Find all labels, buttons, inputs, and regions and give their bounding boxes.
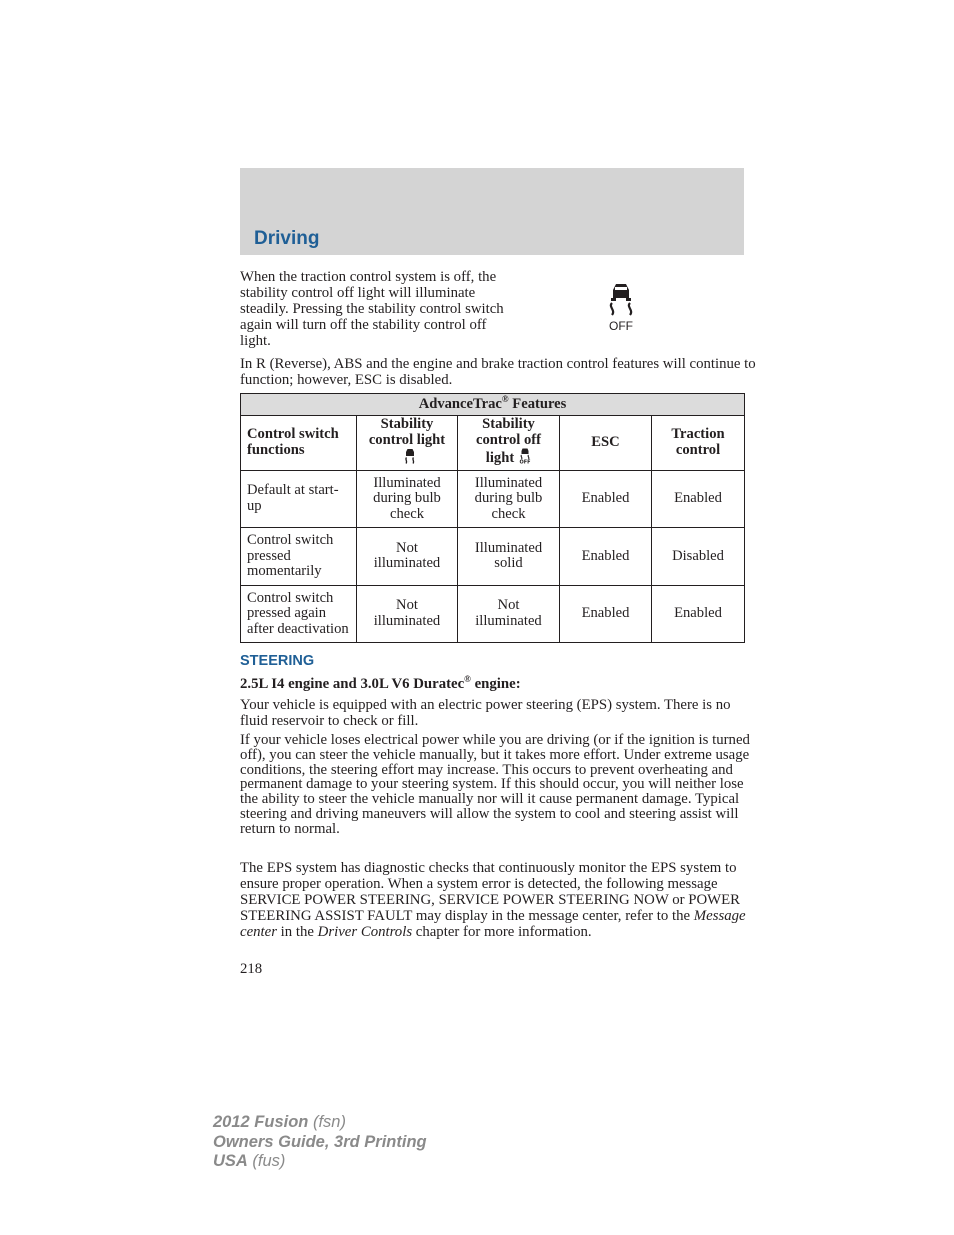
table-row [241, 470, 745, 528]
eps-paragraph-1: Your vehicle is equipped with an electric power steering (EPS) system. There is no fluid reservoir to check or fill. [240, 697, 731, 729]
driver-controls-reference: Driver Controls [317, 924, 413, 940]
table-row [241, 528, 745, 586]
row-stability-off-light: Illuminated during bulb check [458, 470, 560, 528]
row-traction: Enabled [652, 470, 745, 528]
row-stability-off-light: Illuminated solid [458, 528, 560, 586]
row-traction: Disabled [652, 528, 745, 586]
row-esc: Enabled [560, 470, 652, 528]
section-header-band [240, 168, 744, 255]
header-stability-control-off-light: Stability control off light OFF [458, 416, 560, 471]
table-title: AdvanceTrac® Features [241, 394, 745, 416]
reverse-paragraph: In R (Reverse), ABS and the engine and brake traction control features will continue to function; however, ESC is disabled. [240, 356, 756, 388]
row-stability-light: Not illuminated [357, 585, 458, 643]
advancetrac-features-table [240, 393, 745, 643]
stability-control-off-icon [604, 281, 638, 335]
header-control-switch-functions: Control switch functions [241, 416, 357, 471]
header-esc: ESC [560, 416, 652, 471]
document-footer: 2012 Fusion (fsn) Owners Guide, 3rd Printing USA (fus) [213, 1113, 427, 1170]
table-header-row [241, 416, 745, 471]
row-stability-light: Illuminated during bulb check [357, 470, 458, 528]
eps-paragraph-3: The EPS system has diagnostic checks that continuously monitor the EPS system to ensure proper operation. When a system error is detected, the following message SERVICE POWER STEERING, SERVICE POWER STEERING NOW or POWER STEERING ASSIST FAULT may display in the message center, refer to the Message center in the Driver Controls chapter for more information. [240, 860, 746, 940]
message-center-reference: Message center [240, 908, 746, 940]
stability-control-off-mini-icon [519, 448, 531, 469]
row-esc: Enabled [560, 585, 652, 643]
row-stability-off-light: Not illuminated [458, 585, 560, 643]
icon-off-label: OFF [609, 319, 633, 333]
page-number: 218 [240, 961, 263, 977]
row-traction: Enabled [652, 585, 745, 643]
svg-text:OFF: OFF [519, 459, 531, 464]
row-stability-light: Not illuminated [357, 528, 458, 586]
header-traction-control: Traction control [652, 416, 745, 471]
section-title: Driving [254, 228, 320, 249]
row-function: Control switch pressed momentarily [241, 528, 357, 586]
intro-paragraph: When the traction control system is off, the stability control off light will illuminate steadily. Pressing the stability control switch again will turn off the stability control off light. [240, 269, 504, 349]
header-stability-control-light: Stability control light [357, 416, 458, 471]
steering-heading: STEERING [240, 653, 315, 669]
table-row [241, 585, 745, 643]
eps-paragraph-2: If your vehicle loses electrical power while you are driving (or if the ignition is turned off), you can steer the vehicle manually, but it takes more effort. Under extreme usage conditions, the steering effort may increase. This occurs to prevent overheating and permanent damage to your steering system. If this should occur, you will neither lose the ability to steer the vehicle manually nor will it cause permanent damage. Typical steering and driving maneuvers will allow the system to cool and steering assist will return to normal. [240, 732, 750, 837]
row-esc: Enabled [560, 528, 652, 586]
engine-subheading: 2.5L I4 engine and 3.0L V6 Duratec® engine: [240, 674, 521, 692]
stability-control-icon [404, 448, 416, 469]
row-function: Default at start-up [241, 470, 357, 528]
row-function: Control switch pressed again after deactivation [241, 585, 357, 643]
